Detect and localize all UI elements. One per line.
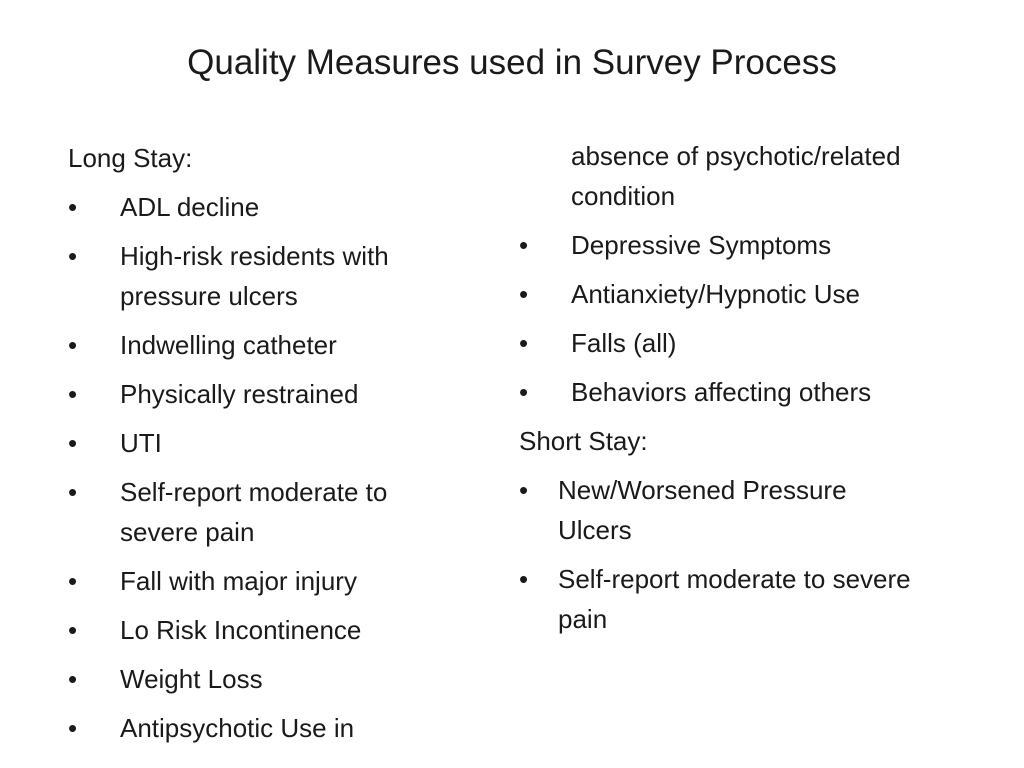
list-item xyxy=(68,659,488,699)
list-item-text: Indwelling catheter xyxy=(120,330,337,360)
bullet-icon: • xyxy=(68,664,78,694)
bullet-icon: • xyxy=(519,328,529,358)
list-item xyxy=(68,236,460,316)
list-item xyxy=(519,323,989,363)
list-item-text: Falls (all) xyxy=(571,328,677,358)
list-item-text: New/Worsened Pressure Ulcers xyxy=(558,475,847,545)
bullet-icon: • xyxy=(68,477,78,507)
bullet-icon: • xyxy=(68,566,78,596)
bullet-icon: • xyxy=(68,615,78,645)
bullet-icon: • xyxy=(68,713,78,743)
list-item xyxy=(519,470,919,550)
bullet-icon: • xyxy=(519,564,529,594)
list-item xyxy=(68,610,488,650)
list-item xyxy=(68,423,488,463)
left-column xyxy=(68,138,488,748)
list-item xyxy=(519,559,919,639)
list-item-text: High-risk residents with pressure ulcers xyxy=(120,241,389,311)
short-stay-heading: Short Stay: xyxy=(519,426,648,456)
list-item-text: Antianxiety/Hypnotic Use xyxy=(571,279,861,309)
list-item xyxy=(68,708,488,748)
bullet-icon: • xyxy=(68,379,78,409)
list-item-text: Fall with major injury xyxy=(120,566,357,596)
list-item xyxy=(519,225,989,265)
slide-title: Quality Measures used in Survey Process xyxy=(187,43,837,82)
list-item-continuation: absence of psychotic/related condition xyxy=(571,141,901,211)
list-item-text: Weight Loss xyxy=(120,664,263,694)
list-item xyxy=(68,561,488,601)
list-item-text: Antipsychotic Use in xyxy=(120,713,355,743)
list-item-text: UTI xyxy=(120,428,162,458)
bullet-icon: • xyxy=(68,330,78,360)
long-stay-list-continued xyxy=(519,225,989,412)
list-item xyxy=(68,374,488,414)
list-item xyxy=(519,372,989,412)
list-item-text: Depressive Symptoms xyxy=(571,230,832,260)
bullet-icon: • xyxy=(519,230,529,260)
list-item xyxy=(68,187,488,227)
list-item-text: Behaviors affecting others xyxy=(571,377,872,407)
list-item xyxy=(68,325,488,365)
bullet-icon: • xyxy=(519,377,529,407)
list-item xyxy=(519,274,989,314)
bullet-icon: • xyxy=(68,428,78,458)
long-stay-list xyxy=(68,187,488,748)
list-item-text: Self-report moderate to severe pain xyxy=(558,564,911,634)
list-item-text: Physically restrained xyxy=(120,379,359,409)
bullet-icon: • xyxy=(68,241,78,271)
bullet-icon: • xyxy=(68,192,78,222)
bullet-icon: • xyxy=(519,475,529,505)
short-stay-list xyxy=(519,470,989,639)
list-item-text: Self-report moderate to severe pain xyxy=(120,477,388,547)
list-item xyxy=(68,472,460,552)
bullet-icon: • xyxy=(519,279,529,309)
list-item-text: Lo Risk Incontinence xyxy=(120,615,362,645)
list-item-text: ADL decline xyxy=(120,192,260,222)
right-column xyxy=(519,138,989,639)
long-stay-heading: Long Stay: xyxy=(68,143,193,173)
